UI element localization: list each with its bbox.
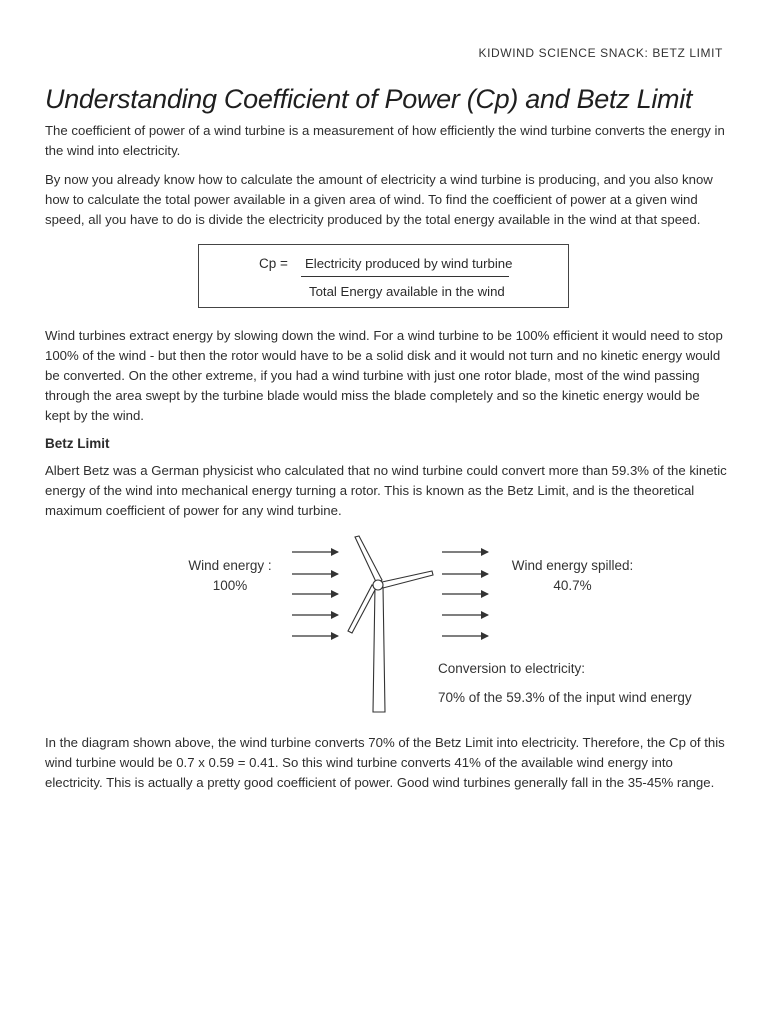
cp-formula-box	[198, 244, 569, 308]
formula-numerator: Electricity produced by wind turbine	[305, 256, 513, 271]
intro-paragraph: The coefficient of power of a wind turbine is a measurement of how efficiently the wind turbine converts the energy in the wind into electricity.	[45, 123, 725, 158]
betz-diagram	[0, 530, 768, 720]
formula-denominator: Total Energy available in the wind	[309, 284, 505, 299]
wind-turbine-icon	[348, 536, 433, 712]
wind-out-label	[500, 556, 645, 596]
wind-in-text: Wind energy :	[188, 558, 272, 573]
wind-out-value: 40.7%	[553, 578, 592, 593]
calculation-paragraph: By now you already know how to calculate the amount of electricity a wind turbine is producing, and you also know how to calculate the total power available in a given area of wind. To find the coefficient of power at a given wind speed, all you have to do is divide the electricity produced by the total energy available in the wind at that speed.	[45, 172, 713, 227]
extraction-paragraph: Wind turbines extract energy by slowing down the wind. For a wind turbine to be 100% efficient it would need to stop 100% of the wind - but then the rotor would have to be a solid disk and it would not turn and no kinetic energy would be converted. On the other extreme, if you had a wind turbine with just one rotor blade, most of the wind passing through the area swept by the turbine blade would miss the blade completely and so the kinetic energy would be kept by the wind.	[45, 328, 723, 423]
conversion-detail: 70% of the 59.3% of the input wind energy	[438, 690, 692, 705]
wind-out-text: Wind energy spilled:	[511, 558, 634, 573]
conclusion-paragraph: In the diagram shown above, the wind turbine converts 70% of the Betz Limit into electricity. Therefore, the Cp of this wind turbine would be 0.7 x 0.59 = 0.41. So this wind turbine converts 41% of the available wind energy into electricity. This is actually a pretty good coefficient of power. Good wind turbines generally fall in the 35-45% range.	[45, 735, 725, 790]
fraction-line	[301, 276, 509, 277]
series-header: KIDWIND SCIENCE SNACK: BETZ LIMIT	[478, 46, 723, 60]
formula-label: Cp =	[259, 256, 288, 271]
conversion-label: Conversion to electricity:	[438, 661, 586, 676]
page-title: Understanding Coefficient of Power (Cp) and Betz Limit	[45, 84, 693, 114]
betz-limit-heading: Betz Limit	[45, 436, 110, 451]
wind-in-value: 100%	[212, 578, 248, 593]
wind-in-label	[170, 556, 290, 596]
outgoing-wind-arrows	[442, 552, 488, 636]
betz-paragraph: Albert Betz was a German physicist who calculated that no wind turbine could convert more than 59.3% of the kinetic energy of the wind into mechanical energy turning a rotor. This is known as the Betz Limit, and is the theoretical maximum coefficient of power for any wind turbine.	[45, 463, 727, 518]
incoming-wind-arrows	[292, 552, 338, 636]
